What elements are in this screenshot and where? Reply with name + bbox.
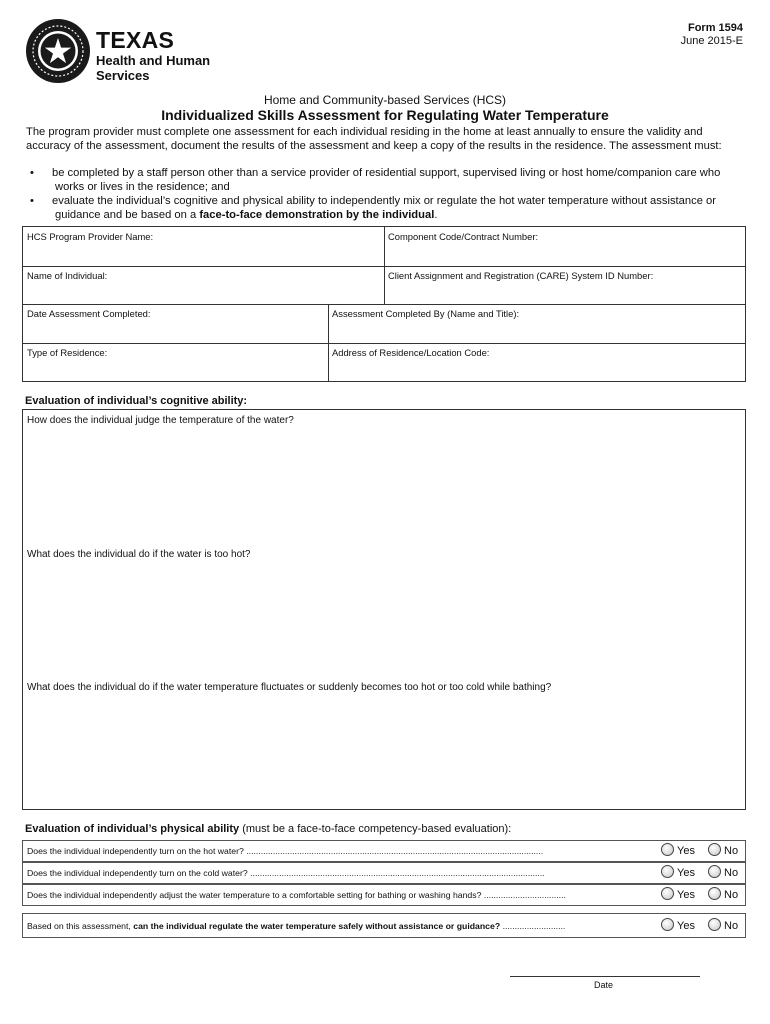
bullet-text-cont: works or lives in the residence; and [55, 181, 230, 193]
bullet-icon: • [30, 195, 34, 207]
bullet-text: evaluate the individual’s cognitive and physical ability to independently mix or regulate the hot water temperature without assistance or [52, 195, 716, 207]
agency-line2: Services [96, 68, 150, 83]
yes-label: Yes [677, 889, 695, 901]
form-number: Form 1594 [687, 22, 743, 34]
adjust-temp-yes-radio[interactable] [661, 887, 695, 902]
no-label: No [724, 867, 739, 879]
final-question-row [22, 913, 746, 938]
texas-seal-logo [25, 18, 91, 84]
physical-title-rest: (must be a face-to-face competency-based evaluation): [239, 823, 512, 835]
no-label: No [724, 920, 739, 932]
physical-question-row [22, 862, 746, 884]
hot-water-yes-radio[interactable] [661, 843, 695, 858]
date-completed-label: Date Assessment Completed: [27, 308, 151, 319]
program-provider-field[interactable] [23, 227, 384, 266]
final-question-post: .......................... [500, 921, 566, 931]
radio-icon [661, 865, 674, 878]
bullet-text-bold: face-to-face demonstration by the individual [199, 209, 435, 221]
yes-label: Yes [677, 845, 695, 857]
info-fields-box [22, 226, 746, 382]
agency-line1: Health and Human [96, 53, 211, 68]
component-code-label: Component Code/Contract Number: [388, 231, 539, 242]
residence-type-label: Type of Residence: [27, 347, 108, 358]
bullet-text-pre: guidance and be based on a [55, 209, 200, 221]
yes-label: Yes [677, 920, 695, 932]
individual-name-field[interactable] [23, 266, 384, 304]
final-yes-radio[interactable] [661, 918, 695, 933]
residence-address-field[interactable] [328, 343, 745, 381]
cognitive-question-3: What does the individual do if the water temperature fluctuates or suddenly becomes too hot or too cold while bathing? [27, 682, 552, 693]
date-completed-field[interactable] [23, 304, 328, 343]
adjust-temp-no-radio[interactable] [708, 887, 738, 902]
bullet-item [26, 166, 736, 194]
bullet-item [26, 194, 736, 222]
component-code-field[interactable] [384, 227, 745, 266]
agency-state: TEXAS [96, 27, 175, 53]
physical-question-row [22, 840, 746, 862]
cold-water-no-radio[interactable] [708, 865, 738, 880]
completed-by-field[interactable] [328, 304, 745, 343]
program-provider-label: HCS Program Provider Name: [27, 231, 154, 242]
cognitive-question-1: How does the individual judge the temperature of the water? [27, 415, 294, 426]
no-label: No [724, 889, 739, 901]
cognitive-question-2: What does the individual do if the water is too hot? [27, 549, 251, 560]
no-label: No [724, 845, 739, 857]
radio-icon [661, 843, 674, 856]
completed-by-label: Assessment Completed By (Name and Title): [332, 308, 520, 319]
radio-icon [708, 843, 721, 856]
agency-name [96, 27, 210, 83]
date-line[interactable] [510, 976, 700, 977]
document-title: Individualized Skills Assessment for Regulating Water Temperature [161, 107, 609, 123]
yes-label: Yes [677, 867, 695, 879]
program-name: Home and Community-based Services (HCS) [263, 93, 507, 107]
bullet-text: be completed by a staff person other than a service provider of residential support, supervised living or host home/companion care who [52, 167, 721, 179]
final-question [27, 921, 565, 931]
radio-icon [661, 887, 674, 900]
physical-question-row [22, 884, 746, 906]
final-no-radio[interactable] [708, 918, 738, 933]
bullet-icon: • [30, 167, 34, 179]
care-id-field[interactable] [384, 266, 745, 304]
radio-icon [708, 887, 721, 900]
residence-type-field[interactable] [23, 343, 328, 381]
bullet-text-cont [55, 208, 742, 222]
form-identifier [681, 22, 743, 48]
physical-title-bold: Evaluation of individual’s physical ability [25, 823, 240, 835]
hot-water-no-radio[interactable] [708, 843, 738, 858]
residence-address-label: Address of Residence/Location Code: [332, 347, 490, 358]
physical-question-3: Does the individual independently adjust the water temperature to a comfortable setting for bathing or washing hands? .................................. [27, 890, 566, 900]
physical-section-title [25, 823, 511, 835]
final-question-pre: Based on this assessment, [27, 921, 134, 931]
intro-paragraph: The program provider must complete one assessment for each individual residing in the home at least annually to ensure the validity and accuracy of the assessment, document the results of the assessment and keep a copy of the results in the residence. The assessment must: [26, 126, 722, 152]
radio-icon [661, 918, 674, 931]
radio-icon [708, 865, 721, 878]
care-id-label: Client Assignment and Registration (CARE) System ID Number: [388, 270, 654, 281]
physical-question-2: Does the individual independently turn on the cold water? .......................................................................................................................... [27, 868, 545, 878]
cold-water-yes-radio[interactable] [661, 865, 695, 880]
form-date: June 2015-E [680, 35, 743, 47]
date-label: Date [594, 980, 614, 990]
physical-question-1: Does the individual independently turn on the hot water? ........................................................................................................................... [27, 846, 544, 856]
cognitive-section-title: Evaluation of individual’s cognitive ability: [25, 395, 248, 407]
radio-icon [708, 918, 721, 931]
final-question-bold: can the individual regulate the water temperature safely without assistance or guidance? [133, 921, 501, 931]
cognitive-answers-box[interactable] [22, 409, 746, 810]
individual-name-label: Name of Individual: [27, 270, 108, 281]
bullet-text-post: . [434, 209, 438, 221]
